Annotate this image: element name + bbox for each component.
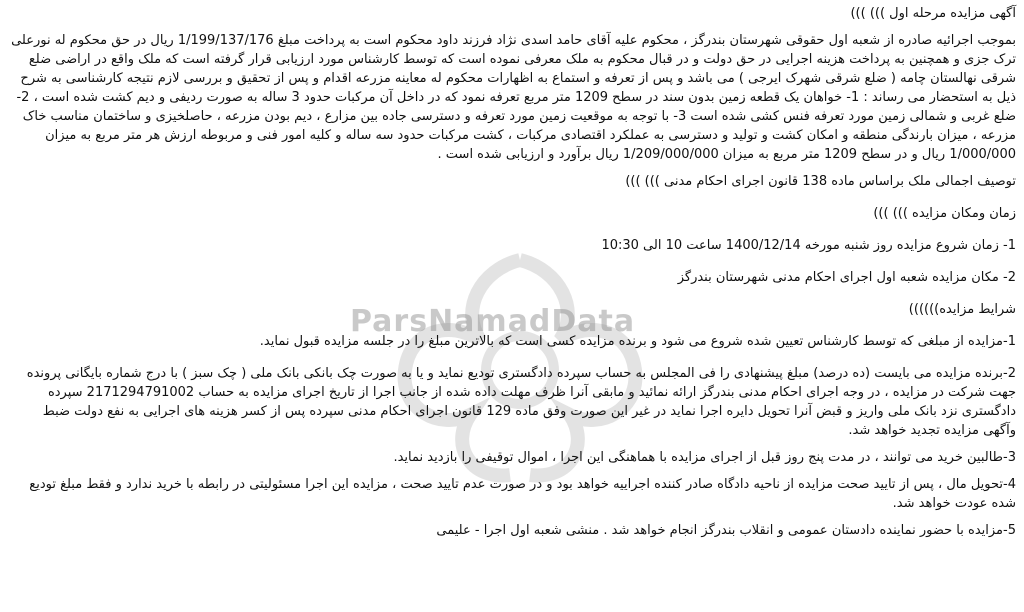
notice-intro-paragraph: بموجب اجرائیه صادره از شعبه اول حقوقی شهرستان بندرگز ، محکوم علیه آقای حامد اسدی نژاد فرزند داود محکوم است به پرداخت مبلغ 1/199/137/176 ریال در حق محکوم له نورعلی ترک جزی و همچنین به پرداخت هزینه اجرایی در حق دولت و در قبال محکوم به ملک معرفی نموده است که توسط کارشناس مورد ارزیابی قرار گرفته است که ملک واقع در اراضی ضلع شرقی نهالستان چامه ( ضلع شرقی شهرک ایرجی ) می باشد و پس از تعرفه و استماع به اظهارات محکوم له معاینه مزرعه اقدام و پس از تحقیق و بررسی لازم نتیجه کارشناسی به شرح ذیل به استحضار می رساند : 1- خواهان یک قطعه زمین بدون سند در سطح 1209 متر مربع تعرفه نمود که در داخل آن مرکبات حدود 3 ساله به صورت ردیفی و دیم کشت شده است ، 2- ضلع غربی و شمالی زمین مورد تعرفه فنس کشی شده است 3- با توجه به موقعیت زمین مورد تعرفه و دسترسی جاده بین مزارع ، دیم بودن مزرعه ، حاصلخیزی و ساختمان مناسب خاک مزرعه ، میزان بارندگی منطقه و امکان کشت و تولید و دسترسی به عملکرد اقتصادی مرکبات ، کشت مرکبات حدود سه ساله و کلیه امور فنی و مربوطه ارزش هر متر مربع به میزان 1/000/000 ریال و در سطح 1209 متر مربع به میزان 1/209/000/000 ریال برآورد و ارزیابی شده است . [11,33,1016,162]
condition-item-5: 5-مزایده با حضور نماینده دادستان عمومی و انقلاب بندرگز انجام خواهد شد . منشی شعبه اول اجرا - علیمی [436,523,1016,538]
watermark-text: ParsNamadData [350,304,636,339]
auction-location: 2- مکان مزایده شعبه اول اجرای احکام مدنی شهرستان بندرگز [677,270,1016,285]
auction-notice [8,4,1016,540]
notice-title: آگهی مزایده مرحله اول ))) ))) [850,6,1016,21]
conditions-heading: شرایط مزایده)))))) [908,302,1016,317]
description-heading: توصیف اجمالی ملک براساس ماده 138 قانون اجرای احکام مدنی ))) ))) [625,174,1016,189]
condition-item-1: 1-مزایده از مبلغی که توسط کارشناس تعیین شده شروع می شود و برنده مزایده کسی است که بالاترین مبلغ را در جلسه مزایده قبول نماید. [259,334,1016,349]
auction-start-time: 1- زمان شروع مزایده روز شنبه مورخه 1400/12/14 ساعت 10 الی 10:30 [601,238,1016,253]
condition-item-3: 3-طالبین خرید می توانند ، در مدت پنج روز قبل از اجرای مزایده با هماهنگی این اجرا ، اموال توقیفی را بازدید نماید. [393,450,1016,465]
condition-item-4: 4-تحویل مال ، پس از تایید صحت مزایده از ناحیه دادگاه صادر کننده اجراییه خواهد بود و در صورت عدم تایید صحت ، مزایده این اجرا مسئولیتی در رابطه با خرید ندارد و فقط مبلغ تودیع شده عودت خواهد شد. [29,477,1016,511]
condition-item-2: 2-برنده مزایده می بایست (ده درصد) مبلغ پیشنهادی را فی المجلس به حساب سپرده دادگستری تودیع نماید و یا به صورت چک بانکی بانک ملی ( چک سبز ) با درج شماره بایگانی پرونده جهت شرکت در مزایده ، در وجه اجرای احکام مدنی بندرگز ارائه نمائید و مابقی آنرا ظرف مهلت داده شده از جانب اجرا از تاریخ اجرای مزایده به حساب 2171294791002 سپرده دادگستری نزد بانک ملی واریز و قبض آنرا تحویل دایره اجرا نماید در غیر این صورت وفق ماده 129 قانون اجرای احکام مدنی سپرده پس از کسر هزینه های اجرایی به نفع دولت ضبط وآگهی مزایده تجدید خواهد شد. [26,366,1016,438]
time-place-heading: زمان ومکان مزایده ))) ))) [873,206,1016,221]
